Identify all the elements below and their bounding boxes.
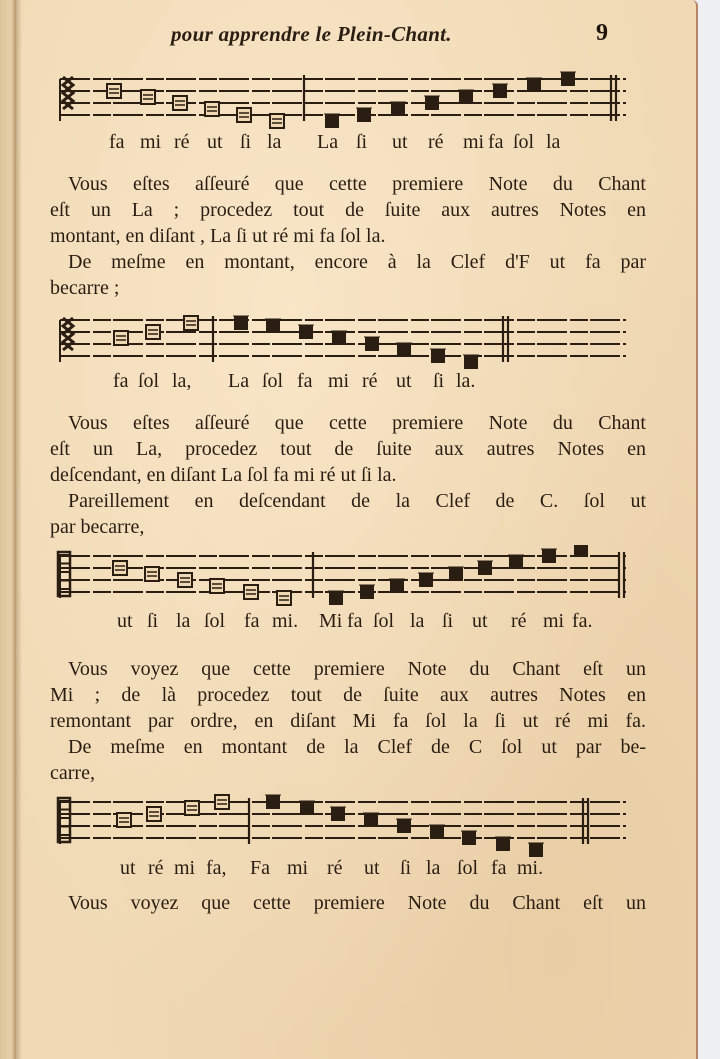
solmization-syllable: mi: [140, 131, 162, 153]
text-line: Mi ; de là procedez tout de ſuite aux autres Notes en: [50, 684, 646, 706]
solmization-syllable: mi: [287, 857, 309, 879]
solmization-syllable: ſi: [240, 131, 252, 153]
solmization-syllable: ſol: [373, 610, 395, 632]
solmization-syllable: ut: [392, 131, 408, 153]
hollow-note-icon: [107, 84, 121, 98]
text-line: Vous voyez que cette premiere Note du Chant eſt un: [68, 892, 646, 914]
solid-note-icon: [390, 102, 406, 116]
hollow-note-icon: [270, 114, 284, 128]
hollow-note-icon: [185, 801, 199, 815]
solmization-syllable: ſi: [442, 610, 454, 632]
staff-notation: [46, 68, 646, 138]
solid-note-icon: [430, 349, 446, 363]
solmization-syllable: La: [317, 131, 339, 153]
hollow-note-icon: [210, 579, 224, 593]
facing-page-edge: [0, 0, 16, 1059]
solmization-syllable: la: [176, 610, 191, 632]
solmization-syllable: la: [426, 857, 441, 879]
text-line: Vous voyez que cette premiere Note du Chant eſt un: [68, 658, 646, 680]
solmization-syllable: ut: [396, 370, 412, 392]
solmization-syllable: ré: [327, 857, 343, 879]
f-clef-icon: [63, 77, 73, 109]
solmization-syllable: mi: [328, 370, 350, 392]
solmization-syllable: Fa: [250, 857, 270, 879]
text-line: par becarre,: [50, 516, 145, 538]
text-line: deſcendant, en diſant La ſol fa mi ré ut ſi la.: [50, 464, 397, 486]
hollow-note-icon: [141, 90, 155, 104]
solmization-syllable: la: [410, 610, 425, 632]
solmization-syllable: ſi: [147, 610, 159, 632]
text-line: Vous eſtes aſſeuré que cette premiere Note du Chant: [68, 412, 646, 434]
text-line: eſt un La ; procedez tout de ſuite aux autres Notes en: [50, 199, 646, 221]
text-line: eſt un La, procedez tout de ſuite aux autres Notes en: [50, 438, 646, 460]
paragraph: [50, 249, 646, 301]
solid-note-icon: [461, 831, 477, 845]
text-line: Vous eſtes aſſeuré que cette premiere Note du Chant: [68, 173, 646, 195]
solid-note-icon: [396, 819, 412, 833]
solid-note-icon: [298, 325, 314, 339]
hollow-note-icon: [113, 561, 127, 575]
hollow-note-icon: [114, 331, 128, 345]
solid-note-icon: [477, 561, 493, 575]
solid-note-icon: [463, 355, 479, 369]
solmization-syllable: ſol: [513, 131, 535, 153]
staff-notation: [46, 309, 646, 379]
solmization-syllable: La: [228, 370, 250, 392]
solmization-syllable: ré: [511, 610, 527, 632]
solid-note-icon: [389, 579, 405, 593]
solid-note-icon: [560, 72, 576, 86]
paragraph: [50, 410, 646, 488]
solmization-syllable: la,: [172, 370, 192, 392]
text-line: De meſme en montant de la Clef de C ſol ut par be-: [68, 736, 646, 758]
solmization-syllable: Mi: [319, 610, 343, 632]
solmization-syllable: ré: [148, 857, 164, 879]
solid-note-icon: [508, 555, 524, 569]
solmization-syllable: ut: [120, 857, 136, 879]
solid-note-icon: [418, 573, 434, 587]
solmization-syllable: ſi: [433, 370, 445, 392]
chant-staff: [46, 791, 646, 861]
hollow-note-icon: [205, 102, 219, 116]
solid-note-icon: [528, 843, 544, 857]
hollow-note-icon: [184, 316, 198, 330]
solmization-syllable: ré: [174, 131, 190, 153]
solid-note-icon: [526, 78, 542, 92]
solmization-syllable: la.: [456, 370, 476, 392]
page-number: 9: [596, 20, 608, 46]
solid-note-icon: [328, 591, 344, 605]
staff-notation: [46, 545, 646, 615]
text-line: De meſme en montant, encore à la Clef d'F ut fa par: [68, 251, 646, 273]
solmization-syllable: ré: [428, 131, 444, 153]
solid-note-icon: [541, 549, 557, 563]
hollow-note-icon: [145, 567, 159, 581]
solmization-syllable: ſol: [204, 610, 226, 632]
solmization-syllable: ut: [472, 610, 488, 632]
solid-note-icon: [233, 316, 249, 330]
running-head: pour apprendre le Plein-Chant.: [171, 22, 452, 46]
chant-staff: [46, 545, 646, 615]
solmization-syllable: la: [267, 131, 282, 153]
solmization-syllable: ſi: [356, 131, 368, 153]
solid-note-icon: [265, 319, 281, 333]
solid-note-icon: [356, 108, 372, 122]
solmization-syllable: fa: [491, 857, 507, 879]
hollow-note-icon: [147, 807, 161, 821]
chant-staff: [46, 309, 646, 379]
paragraph: [50, 890, 646, 916]
solmization-syllable: fa: [244, 610, 260, 632]
book-page: [16, 0, 698, 1059]
paragraph: [50, 656, 646, 734]
text-line: becarre ;: [50, 277, 120, 299]
solmization-syllable: ut: [364, 857, 380, 879]
hollow-note-icon: [277, 591, 291, 605]
solmization-syllable: mi: [463, 131, 485, 153]
paragraph: [50, 171, 646, 249]
solmization-syllable: fa.: [572, 610, 593, 632]
hollow-note-icon: [173, 96, 187, 110]
hollow-note-icon: [244, 585, 258, 599]
solmization-syllable: ut: [117, 610, 133, 632]
solid-note-icon: [364, 337, 380, 351]
paragraph: [50, 734, 646, 786]
page-gutter-shadow: [16, 0, 22, 1059]
solid-note-icon: [396, 343, 412, 357]
solid-note-icon: [573, 545, 589, 557]
staff-notation: [46, 791, 646, 861]
solid-note-icon: [448, 567, 464, 581]
hollow-note-icon: [146, 325, 160, 339]
solid-note-icon: [424, 96, 440, 110]
solmization-syllable: ut: [207, 131, 223, 153]
solid-note-icon: [458, 90, 474, 104]
solmization-syllable: fa: [297, 370, 313, 392]
solid-note-icon: [429, 825, 445, 839]
solmization-syllable: ré: [362, 370, 378, 392]
solid-note-icon: [495, 837, 511, 851]
solid-note-icon: [363, 813, 379, 827]
text-line: carre,: [50, 762, 95, 784]
solmization-syllable: mi.: [272, 610, 299, 632]
solmization-syllable: fa: [347, 610, 363, 632]
solmization-syllable: ſi: [400, 857, 412, 879]
solmization-syllable: fa: [113, 370, 129, 392]
hollow-note-icon: [237, 108, 251, 122]
paragraph: [50, 488, 646, 540]
solid-note-icon: [299, 801, 315, 815]
f-clef-icon: [63, 318, 73, 350]
solmization-syllable: ſol: [457, 857, 479, 879]
solid-note-icon: [330, 807, 346, 821]
solid-note-icon: [324, 114, 340, 128]
solid-note-icon: [331, 331, 347, 345]
text-line: montant, en diſant , La ſi ut ré mi fa ſol la.: [50, 225, 386, 247]
solmization-syllable: ſol: [262, 370, 284, 392]
chant-staff: [46, 68, 646, 138]
solmization-syllable: ſol: [138, 370, 160, 392]
solmization-syllable: la: [546, 131, 561, 153]
solid-note-icon: [492, 84, 508, 98]
solmization-syllable: mi: [543, 610, 565, 632]
hollow-note-icon: [117, 813, 131, 827]
solmization-syllable: fa: [109, 131, 125, 153]
solid-note-icon: [359, 585, 375, 599]
solmization-syllable: mi: [174, 857, 196, 879]
solmization-syllable: mi.: [517, 857, 544, 879]
hollow-note-icon: [178, 573, 192, 587]
solmization-syllable: fa: [488, 131, 504, 153]
solid-note-icon: [265, 795, 281, 809]
text-line: Pareillement en deſcendant de la Clef de C. ſol ut: [68, 490, 646, 512]
solmization-syllable: fa,: [206, 857, 227, 879]
text-line: remontant par ordre, en diſant Mi fa ſol la ſi ut ré mi fa.: [50, 710, 646, 732]
hollow-note-icon: [215, 795, 229, 809]
